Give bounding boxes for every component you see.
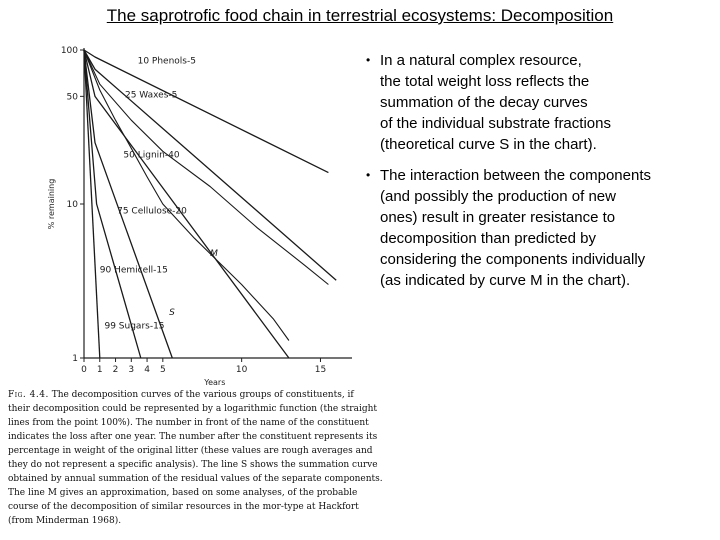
caption-line: (from Minderman 1968). (8, 516, 122, 526)
x-tick-label: 0 (81, 365, 87, 375)
x-tick-label: 5 (159, 365, 166, 375)
y-tick-label: 1 (72, 354, 78, 364)
bullet-line: (theoretical curve S in the chart). (380, 136, 597, 153)
bullet-marker: • (366, 168, 371, 182)
bullet-item (366, 50, 716, 155)
y-axis-label: % remaining (47, 178, 56, 230)
x-tick-label: 1 (96, 365, 103, 375)
series-label: 90 Hemicell-15 (99, 265, 168, 276)
caption-line: obtained by annual summation of the residual values of the separate components. (8, 474, 383, 484)
caption-line: course of the decomposition of similar resources in the mor-type at Hackfort (8, 502, 359, 512)
caption-line: lines from the point 100%). The number in front of the name of the constituent (8, 418, 369, 428)
x-tick-label: 10 (235, 365, 248, 375)
bullet-item (366, 165, 716, 291)
series-line (84, 50, 100, 358)
caption-line: they do not represent a specific analysis). The line S shows the summation curve (8, 460, 378, 470)
series-line (84, 50, 289, 358)
series-label: M (210, 248, 218, 259)
series-label: 10 Phenols-5 (137, 56, 196, 67)
x-axis-label: Years (204, 378, 226, 385)
caption-line: percentage in weight of the original litter (these values are rough averages and (8, 446, 373, 456)
bullet-line: (as indicated by curve M in the chart). (380, 272, 631, 289)
bullet-marker: • (366, 53, 371, 67)
slide-title: The saprotrofic food chain in terrestrial ecosystems: Decomposition (106, 6, 614, 25)
series-label: 99 Sugars-15 (104, 321, 165, 332)
series-line (84, 50, 289, 341)
series-label: 50 Lignin-40 (123, 150, 180, 161)
bullet-text (380, 50, 716, 155)
caption-line: their decomposition could be represented by a logarithmic function (the straight (8, 404, 378, 414)
bullet-line: considering the components individually (380, 251, 646, 268)
figure-label: Fig. 4.4. (8, 390, 49, 400)
bullet-line: of the individual substrate fractions (380, 115, 611, 132)
series-line (84, 50, 336, 280)
decomposition-chart (40, 40, 360, 385)
x-tick-label: 4 (144, 365, 150, 375)
y-tick-label: 10 (66, 200, 78, 210)
caption-line: The decomposition curves of the various groups of constituents, if (51, 390, 354, 400)
bullet-list (366, 50, 716, 301)
bullet-line: (and possibly the production of new (380, 188, 616, 205)
series-label: S (169, 308, 175, 319)
x-tick-label: 3 (128, 365, 135, 375)
bullet-line: the total weight loss reflects the (380, 73, 590, 90)
series-label: 25 Waxes-5 (124, 90, 178, 101)
caption-line: indicates the loss after one year. The number after the constituent represents its (8, 432, 378, 442)
series-label: 75 Cellulose-20 (117, 206, 187, 217)
bullet-line: summation of the decay curves (380, 94, 588, 111)
bullet-line: In a natural complex resource, (380, 52, 582, 69)
series-line (84, 50, 328, 173)
chart-canvas (40, 40, 360, 385)
bullet-line: decomposition than predicted by (380, 230, 596, 247)
bullet-line: ones) result in greater resistance to (380, 209, 616, 226)
x-tick-label: 2 (112, 365, 119, 375)
bullet-line: The interaction between the components (380, 167, 652, 184)
x-tick-label: 15 (314, 365, 327, 375)
figure-caption (8, 388, 410, 528)
caption-line: The line M gives an approximation, based on some analyses, of the probable (8, 488, 358, 498)
y-tick-label: 100 (60, 46, 78, 56)
y-tick-label: 50 (66, 92, 78, 103)
bullet-text (380, 165, 716, 291)
